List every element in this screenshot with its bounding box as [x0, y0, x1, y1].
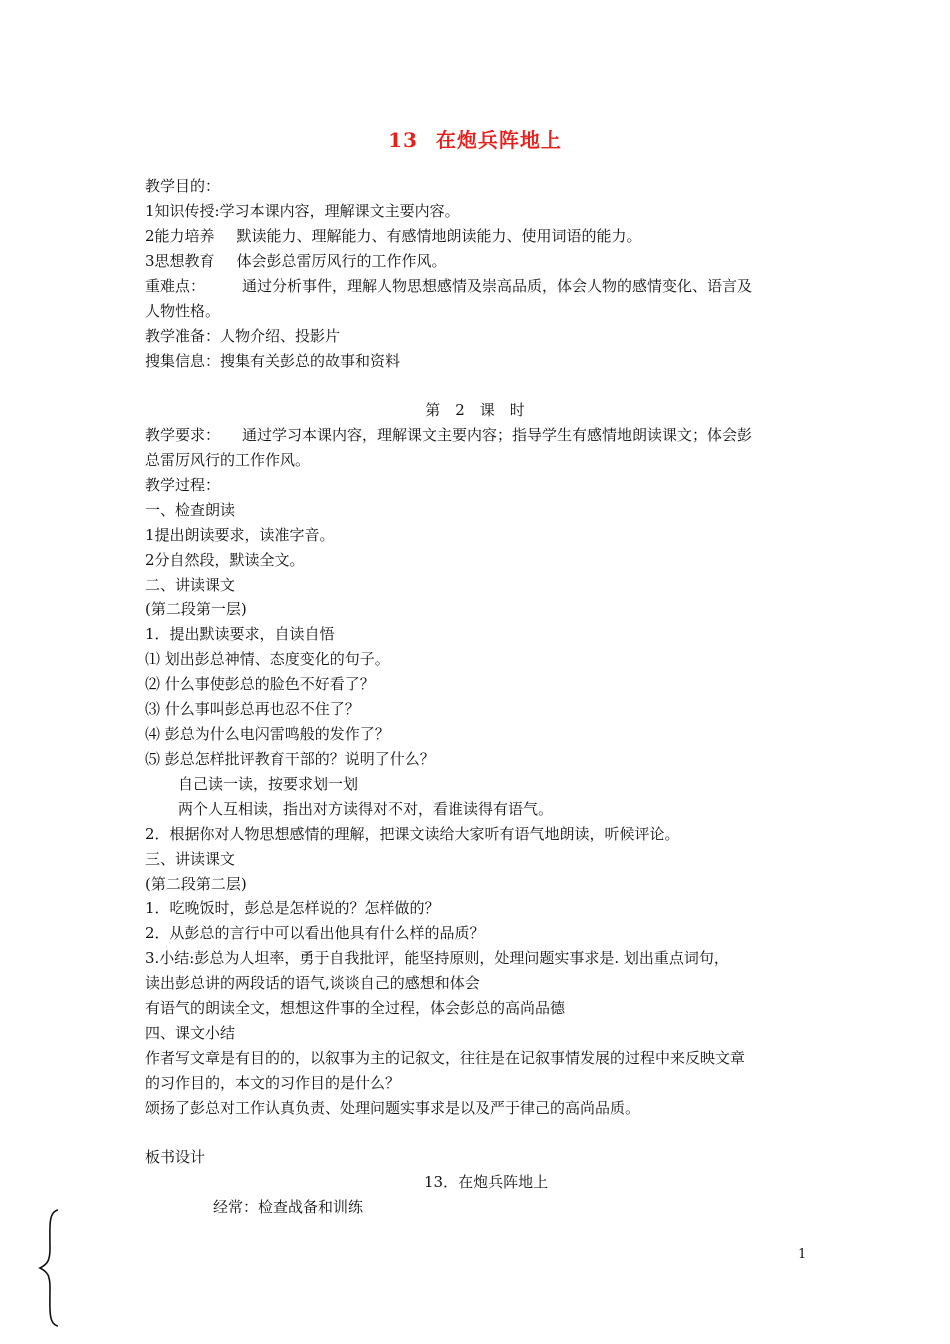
process-line: 2．根据你对人物思想感情的理解，把课文读给大家听有语气地朗读，听候评论。 [145, 825, 680, 843]
conclusion-line: 的习作目的，本文的习作目的是什么？ [145, 1074, 401, 1092]
process-heading: 教学过程： [145, 476, 221, 494]
board-heading: 板书设计 [145, 1148, 206, 1166]
summary-line: 有语气的朗读全文，想想这件事的全过程，体会彭总的高尚品德 [145, 999, 566, 1017]
requirements-continuation: 总雷厉风行的工作作风。 [145, 451, 311, 469]
goal-thought-label: 3思想教育 [145, 252, 215, 270]
process-line: 一、检查朗读 [145, 501, 236, 519]
goal-ability-text: 默读能力、理解能力、有感情地朗读能力、使用词语的能力。 [236, 227, 642, 245]
question-item: ⑶ 什么事叫彭总再也忍不住了？ [145, 700, 360, 718]
lesson-heading: 第 2 课 时 [425, 401, 525, 419]
process-line: (第二段第二层) [145, 875, 247, 893]
board-item: 经常：检查战备和训练 [213, 1198, 364, 1216]
question-item: ⑷ 彭总为什么电闪雷鸣般的发作了？ [145, 725, 390, 743]
summary-line: 3.小结:彭总为人坦率，勇于自我批评，能坚持原则，处理问题实事求是. 划出重点词句， [145, 949, 729, 967]
requirements-text: 通过学习本课内容，理解课文主要内容；指导学生有感情地朗读课文；体会彭 [242, 426, 753, 444]
question-item: ⑸ 彭总怎样批评教育干部的？说明了什么？ [145, 750, 435, 768]
requirements-line [145, 425, 752, 445]
title-number: 13 [388, 128, 418, 152]
process-line: 1提出朗读要求，读准字音。 [145, 526, 335, 544]
summary-line: 读出彭总讲的两段话的语气,谈谈自己的感想和体会 [145, 974, 480, 992]
process-line: 三、讲读课文 [145, 850, 236, 868]
difficulty-text: 通过分析事件，理解人物思想感情及崇高品质，体会人物的感情变化、语言及 [242, 277, 753, 295]
goal-ability [145, 226, 642, 246]
goal-thought-text: 体会彭总雷厉风行的工作作风。 [236, 252, 447, 270]
difficulty-label: 重难点： [145, 277, 206, 295]
requirements-label: 教学要求： [145, 426, 221, 444]
difficulty-continuation: 人物性格。 [145, 302, 221, 320]
question-item: ⑴ 划出彭总神情、态度变化的句子。 [145, 650, 390, 668]
board-title: 13．在炮兵阵地上 [424, 1173, 549, 1191]
process-line: 二、讲读课文 [145, 576, 236, 594]
process-line: 2．从彭总的言行中可以看出他具有什么样的品质？ [145, 924, 485, 942]
goals-heading: 教学目的： [145, 177, 221, 195]
process-line: 四、课文小结 [145, 1024, 236, 1042]
page-number: 1 [798, 1247, 807, 1262]
process-line: 1．吃晚饭时，彭总是怎样说的？怎样做的？ [145, 899, 440, 917]
process-line: 2分自然段，默读全文。 [145, 551, 305, 569]
document-title [0, 124, 950, 153]
goal-ability-label: 2能力培养 [145, 227, 215, 245]
indented-instruction: 自己读一读，按要求划一划 [178, 775, 359, 793]
collect-info: 搜集信息：搜集有关彭总的故事和资料 [145, 352, 401, 370]
process-line: (第二段第一层) [145, 600, 247, 618]
indented-instruction: 两个人互相读，指出对方读得对不对，看谁读得有语气。 [178, 800, 554, 818]
question-item: ⑵ 什么事使彭总的脸色不好看了？ [145, 675, 375, 693]
goal-thought [145, 251, 447, 271]
conclusion-line: 颂扬了彭总对工作认真负责、处理问题实事求是以及严于律己的高尚品质。 [145, 1099, 641, 1117]
curly-brace-icon [36, 1208, 66, 1328]
title-text: 在炮兵阵地上 [435, 128, 562, 152]
teaching-prep: 教学准备：人物介绍、投影片 [145, 327, 341, 345]
conclusion-line: 作者写文章是有目的的，以叙事为主的记叙文，往往是在记叙事情发展的过程中来反映文章 [145, 1049, 746, 1067]
process-line: 1．提出默读要求，自读自悟 [145, 625, 335, 643]
difficulty-line [145, 276, 752, 296]
goal-knowledge: 1知识传授:学习本课内容，理解课文主要内容。 [145, 202, 460, 220]
